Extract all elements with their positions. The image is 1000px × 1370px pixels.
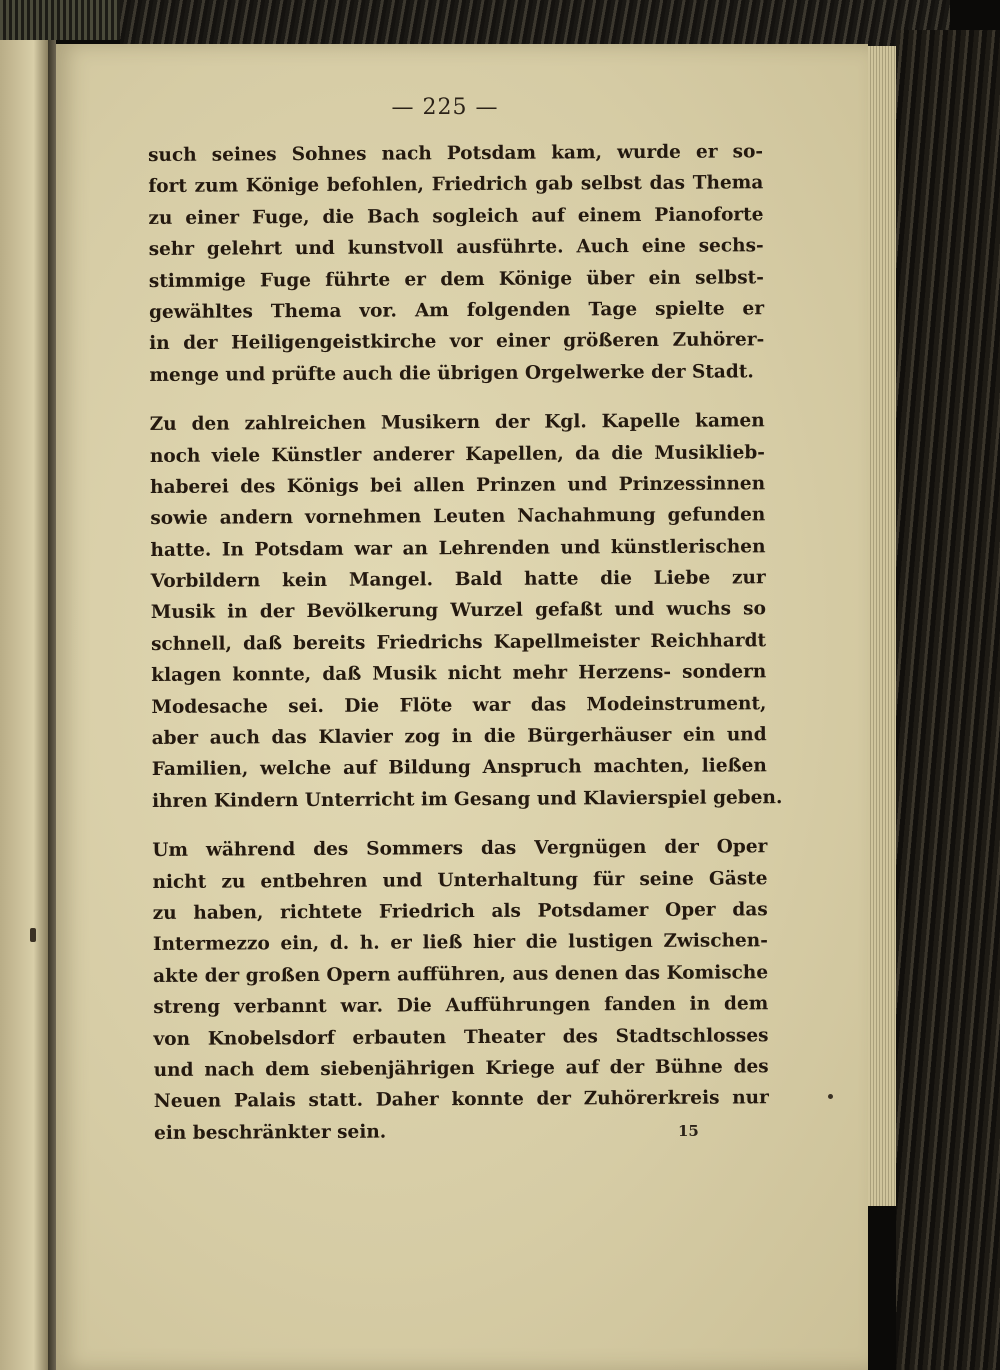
text-line: streng verbannt war. Die Aufführungen fanden in dem: [153, 993, 769, 1019]
signature-mark: 15: [678, 1122, 699, 1140]
paragraph-3: [152, 831, 769, 1149]
text-line: klagen konnte, daß Musik nicht mehr Herzens- sondern: [151, 661, 767, 687]
paragraph-2: [149, 405, 783, 817]
text-line: hatte. In Potsdam war an Lehrenden und künstlerischen: [150, 535, 766, 561]
text-line: sehr gelehrt und kunstvoll ausführte. Auch eine sechs-: [148, 235, 764, 261]
left-page-edge: [0, 40, 48, 1370]
text-line: noch viele Künstler anderer Kapellen, da die Musiklieb-: [149, 441, 765, 467]
text-line: Um während des Sommers das Vergnügen der Oper: [152, 836, 768, 862]
ink-speck: [828, 1094, 833, 1099]
text-line: menge und prüfte auch die übrigen Orgelwerke der Stadt.: [149, 361, 754, 386]
text-line: in der Heiligengeistkirche vor einer größeren Zuhörer-: [149, 329, 765, 355]
text-line: sowie andern vornehmen Leuten Nachahmung gefunden: [150, 504, 766, 530]
text-line: Neuen Palais statt. Daher konnte der Zuhörerkreis nur: [153, 1087, 769, 1113]
text-line: fort zum Könige befohlen, Friedrich gab selbst das Thema: [148, 172, 764, 198]
text-line: such seines Sohnes nach Potsdam kam, wurde er so-: [148, 141, 764, 166]
book-gutter: [48, 40, 56, 1370]
text-line: aber auch das Klavier zog in die Bürgerhäuser ein und: [151, 724, 767, 750]
text-line: akte der großen Opern aufführen, aus denen das Komische: [153, 961, 769, 987]
text-line: Modesache sei. Die Flöte war das Modeinstrument,: [151, 692, 767, 718]
text-line: Musik in der Bevölkerung Wurzel gefaßt und wuchs so: [150, 598, 766, 624]
page-stack-edges: [868, 46, 896, 1206]
paragraph-1: [148, 136, 765, 391]
text-line: schnell, daß bereits Friedrichs Kapellmeister Reichhardt: [151, 630, 767, 655]
text-line: Vorbildern kein Mangel. Bald hatte die Liebe zur: [150, 567, 766, 593]
text-line: und nach dem siebenjährigen Kriege auf der Bühne des: [153, 1056, 769, 1081]
text-line: nicht zu entbehren und Unterhaltung für seine Gäste: [152, 867, 768, 893]
margin-mark: [30, 928, 36, 942]
text-line: von Knobelsdorf erbauten Theater des Stadtschlosses: [153, 1024, 769, 1050]
text-line: gewähltes Thema vor. Am folgenden Tage spielte er: [148, 298, 765, 323]
text-line: zu einer Fuge, die Bach sogleich auf einem Pianoforte: [148, 204, 764, 229]
page-body-text: [148, 136, 783, 1149]
left-cover-edge: [0, 0, 120, 40]
text-line: haberei des Königs bei allen Prinzen und Prinzessinnen: [150, 473, 766, 498]
text-line: Familien, welche auf Bildung Anspruch machten, ließen: [151, 755, 767, 781]
text-line: Zu den zahlreichen Musikern der Kgl. Kapelle kamen: [149, 410, 765, 436]
text-line: ihren Kindern Unterricht im Gesang und Klavierspiel geben.: [151, 786, 783, 812]
top-cover-edge: [120, 0, 950, 48]
text-line: ein beschränkter sein.: [154, 1121, 387, 1144]
page-number-header: — 225 —: [391, 95, 499, 120]
right-cover-edge: [896, 30, 1000, 1370]
text-line: stimmige Fuge führte er dem Könige über ein selbst-: [148, 266, 764, 292]
text-line: Intermezzo ein, d. h. er ließ hier die lustigen Zwischen-: [152, 930, 768, 956]
text-line: zu haben, richtete Friedrich als Potsdamer Oper das: [152, 899, 768, 924]
